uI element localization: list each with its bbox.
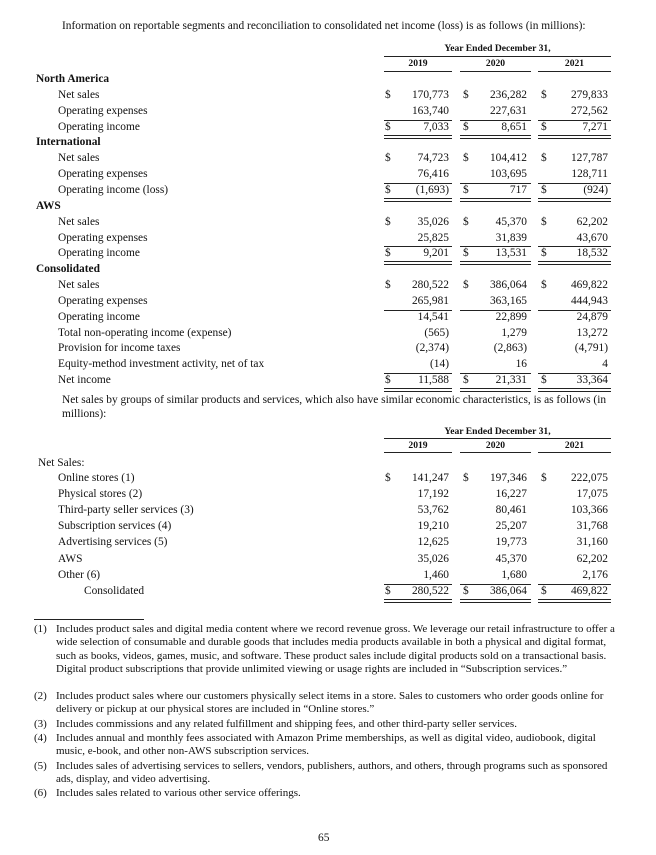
value-cell: 9,201	[423, 247, 449, 260]
total-rule-bottom	[538, 135, 611, 139]
footnote-text: Includes sales of advertising services to sellers, vendors, publishers, authors, and others, through programs such as sponsored ads, display, and video advertising.	[56, 760, 608, 786]
row-label: Operating expenses	[58, 168, 148, 181]
value-cell: 280,522	[411, 584, 449, 597]
total-rule-bottom	[384, 135, 452, 139]
total-rule-bottom	[460, 599, 531, 603]
value-cell: 103,695	[489, 168, 527, 181]
total-rule-bottom	[460, 135, 531, 139]
row-label: Net sales	[58, 215, 100, 228]
currency-symbol: $	[463, 279, 469, 292]
footnote-number: (6)	[34, 787, 47, 799]
total-rule-bottom	[538, 388, 611, 392]
currency-symbol: $	[385, 584, 391, 597]
footnote	[34, 787, 624, 800]
row-label: Physical stores (2)	[58, 488, 143, 501]
footnote-number: (1)	[34, 623, 47, 635]
value-cell: 469,822	[570, 584, 608, 597]
total-rule-bottom	[460, 261, 531, 265]
table-header: Year Ended December 31,	[444, 43, 551, 54]
year-2019: 2019	[408, 58, 428, 69]
value-cell: 19,210	[417, 520, 449, 533]
value-cell: 7,271	[582, 120, 608, 133]
row-label: Net sales	[58, 279, 100, 292]
value-cell: (14)	[430, 358, 449, 371]
value-cell: 103,366	[570, 504, 608, 517]
value-cell: 18,532	[576, 247, 608, 260]
total-rule-bottom	[460, 198, 531, 202]
row-label: Total non-operating income (expense)	[58, 326, 232, 339]
value-cell: 31,839	[495, 231, 527, 244]
row-label: Operating income	[58, 120, 140, 133]
row-label: Net sales	[58, 152, 100, 165]
value-cell: 74,723	[417, 152, 449, 165]
footnote-divider	[34, 619, 144, 620]
currency-symbol: $	[541, 584, 547, 597]
year-rule	[384, 71, 452, 72]
row-label: Operating income	[58, 247, 140, 260]
value-cell: 33,364	[576, 374, 608, 387]
value-cell: 227,631	[489, 104, 527, 117]
row-label: Net sales	[58, 88, 100, 101]
value-cell: 25,825	[417, 231, 449, 244]
value-cell: 13,272	[576, 326, 608, 339]
total-rule-bottom	[384, 388, 452, 392]
currency-symbol: $	[463, 152, 469, 165]
section-title: International	[36, 136, 101, 149]
currency-symbol: $	[541, 183, 547, 196]
row-label: Operating expenses	[58, 104, 148, 117]
row-label: Net income	[58, 374, 111, 387]
total-rule-top	[460, 373, 531, 374]
value-cell: 76,416	[417, 168, 449, 181]
total-rule-top	[384, 373, 452, 374]
value-cell: 35,026	[417, 215, 449, 228]
currency-symbol: $	[463, 584, 469, 597]
year-2020: 2020	[485, 58, 506, 69]
currency-symbol: $	[463, 247, 469, 260]
row-label: Operating income	[58, 310, 140, 323]
footnote-text: Includes sales related to various other service offerings.	[56, 787, 301, 799]
total-rule-top	[538, 246, 611, 247]
footnote	[34, 760, 624, 787]
table-header-rule	[384, 56, 611, 57]
value-cell: 62,202	[576, 215, 608, 228]
value-cell: 170,773	[411, 88, 449, 101]
subtotal-rule	[384, 310, 452, 311]
value-cell: 24,879	[576, 310, 608, 323]
currency-symbol: $	[385, 88, 391, 101]
value-cell: 128,711	[571, 168, 608, 181]
total-rule-top	[538, 120, 611, 121]
row-label: Other (6)	[58, 568, 101, 581]
value-cell: 4	[602, 358, 608, 371]
total-rule-top	[538, 584, 611, 585]
total-rule-top	[460, 183, 531, 184]
value-cell: 16,227	[495, 488, 527, 501]
value-cell: (1,693)	[415, 183, 449, 196]
value-cell: 17,075	[576, 488, 608, 501]
year-2021: 2021	[564, 58, 585, 69]
value-cell: 280,522	[411, 279, 449, 292]
value-cell: (2,374)	[415, 342, 449, 355]
value-cell: 80,461	[495, 504, 527, 517]
value-cell: 53,762	[417, 504, 449, 517]
total-rule-top	[384, 246, 452, 247]
total-rule-top	[384, 183, 452, 184]
value-cell: 2,176	[582, 568, 608, 581]
value-cell: 386,064	[489, 584, 527, 597]
value-cell: 222,075	[570, 472, 608, 484]
page-number: 65	[318, 832, 330, 844]
row-label: Advertising services (5)	[58, 536, 168, 549]
value-cell: 45,370	[495, 215, 527, 228]
total-rule-top	[538, 373, 611, 374]
currency-symbol: $	[541, 472, 547, 484]
value-cell: 16	[515, 358, 527, 371]
currency-symbol: $	[385, 215, 391, 228]
section-title: North America	[36, 73, 110, 85]
footnote-text: Includes annual and monthly fees associated with Amazon Prime memberships, as well as digital video, audiobook, digital music, e-book, and other non-AWS subscription services.	[56, 732, 596, 758]
value-cell: 31,160	[576, 536, 608, 549]
currency-symbol: $	[385, 279, 391, 292]
value-cell: 127,787	[570, 152, 608, 165]
currency-symbol: $	[385, 472, 391, 484]
year-rule	[460, 71, 531, 72]
value-cell: 386,064	[489, 279, 527, 292]
currency-symbol: $	[385, 183, 391, 196]
value-cell: 17,192	[417, 488, 449, 501]
total-rule-bottom	[460, 388, 531, 392]
year-rule	[538, 71, 611, 72]
value-cell: 141,247	[411, 472, 449, 484]
total-rule-top	[460, 120, 531, 121]
value-cell: (565)	[424, 326, 449, 339]
row-label: Equity-method investment activity, net of tax	[58, 358, 265, 371]
year-rule	[460, 452, 531, 453]
currency-symbol: $	[541, 120, 547, 133]
value-cell: 11,588	[418, 374, 449, 387]
subtotal-rule	[538, 310, 611, 311]
total-rule-top	[538, 183, 611, 184]
currency-symbol: $	[463, 215, 469, 228]
currency-symbol: $	[385, 374, 391, 387]
currency-symbol: $	[463, 88, 469, 101]
row-label: Operating expenses	[58, 231, 148, 244]
value-cell: 12,625	[417, 536, 449, 549]
row-label: Operating income (loss)	[58, 183, 169, 196]
value-cell: 43,670	[576, 231, 608, 244]
value-cell: 1,279	[501, 326, 527, 339]
value-cell: (924)	[583, 183, 608, 196]
value-cell: 444,943	[570, 294, 608, 307]
mid-text	[62, 393, 622, 421]
total-rule-bottom	[384, 261, 452, 265]
total-rule-top	[384, 120, 452, 121]
value-cell: 265,981	[411, 294, 449, 307]
value-cell: (2,863)	[493, 342, 527, 355]
currency-symbol: $	[541, 215, 547, 228]
value-cell: 363,165	[489, 294, 527, 307]
currency-symbol: $	[463, 120, 469, 133]
currency-symbol: $	[463, 374, 469, 387]
currency-symbol: $	[541, 374, 547, 387]
subtotal-rule	[460, 310, 531, 311]
year-2021: 2021	[564, 440, 585, 451]
intro-text: Information on reportable segments and reconciliation to consolidated net income (loss) is as follows (in millions):	[62, 20, 586, 32]
currency-symbol: $	[463, 183, 469, 196]
value-cell: 22,899	[495, 310, 527, 323]
footnote-number: (2)	[34, 690, 47, 702]
value-cell: 31,768	[576, 520, 608, 533]
section-title: Consolidated	[36, 263, 100, 276]
value-cell: 469,822	[570, 279, 608, 292]
total-rule-bottom	[538, 599, 611, 603]
year-2019: 2019	[408, 440, 428, 451]
total-rule-bottom	[384, 198, 452, 202]
row-label: Consolidated	[84, 584, 145, 597]
total-rule-bottom	[538, 198, 611, 202]
total-rule-bottom	[384, 599, 452, 603]
currency-symbol: $	[385, 120, 391, 133]
value-cell: 1,460	[423, 568, 449, 581]
mid-text-content: Net sales by groups of similar products and services, which also have similar economic characteristics, is as follows (in millions):	[62, 394, 607, 420]
footnote-text: Includes commissions and any related fulfillment and shipping fees, and other third-party seller services.	[56, 718, 517, 730]
value-cell: 163,740	[411, 104, 449, 117]
value-cell: 19,773	[495, 536, 527, 549]
row-label: Online stores (1)	[58, 472, 135, 484]
footnote	[34, 623, 624, 677]
footnote	[34, 718, 624, 731]
table-header: Year Ended December 31,	[444, 426, 551, 437]
value-cell: 279,833	[570, 88, 608, 101]
year-2020: 2020	[485, 440, 506, 451]
footnote-number: (3)	[34, 718, 47, 730]
currency-symbol: $	[541, 247, 547, 260]
table-header-rule	[384, 438, 611, 439]
value-cell: 21,331	[495, 374, 527, 387]
section-title: AWS	[36, 199, 61, 212]
footnote	[34, 732, 624, 759]
footnote	[34, 690, 624, 717]
value-cell: 236,282	[489, 88, 527, 101]
footnote-number: (4)	[34, 732, 47, 744]
value-cell: 45,370	[495, 552, 527, 565]
value-cell: 1,680	[501, 568, 527, 581]
value-cell: (4,791)	[574, 342, 608, 355]
value-cell: 717	[509, 183, 527, 196]
value-cell: 62,202	[576, 552, 608, 565]
footnote-text: Includes product sales where our customers physically select items in a store. Sales to customers who order goods online for delivery or pickup at our physical stores are included in “Online stores.”	[56, 690, 604, 716]
group-label: Net Sales:	[38, 457, 85, 469]
value-cell: 14,541	[417, 310, 449, 323]
value-cell: 35,026	[417, 552, 449, 565]
currency-symbol: $	[385, 247, 391, 260]
row-label: Operating expenses	[58, 294, 148, 307]
row-label: AWS	[58, 552, 83, 565]
total-rule-bottom	[538, 261, 611, 265]
row-label: Subscription services (4)	[58, 520, 172, 533]
value-cell: 7,033	[423, 120, 449, 133]
total-rule-top	[460, 584, 531, 585]
footnote-number: (5)	[34, 760, 47, 772]
year-rule	[384, 452, 452, 453]
currency-symbol: $	[385, 152, 391, 165]
currency-symbol: $	[463, 472, 469, 484]
currency-symbol: $	[541, 88, 547, 101]
currency-symbol: $	[541, 279, 547, 292]
year-rule	[538, 452, 611, 453]
row-label: Provision for income taxes	[58, 342, 181, 355]
value-cell: 104,412	[489, 152, 527, 165]
value-cell: 25,207	[495, 520, 527, 533]
value-cell: 197,346	[489, 472, 527, 484]
row-label: Third-party seller services (3)	[58, 504, 194, 517]
value-cell: 272,562	[570, 104, 608, 117]
currency-symbol: $	[541, 152, 547, 165]
value-cell: 8,651	[501, 120, 527, 133]
total-rule-top	[384, 584, 452, 585]
value-cell: 13,531	[495, 247, 527, 260]
footnote-text: Includes product sales and digital media content where we record revenue gross. We leverage our retail infrastructure to offer a wide selection of consumable and durable goods that includes media products available in both a physical and digital format, such as books, videos, games, music, and software. These product sales include digital products sold on a transactional basis. Digital product subscriptions that provide unlimited viewing or usage rights are included in “Subscription services.”	[56, 623, 615, 676]
total-rule-top	[460, 246, 531, 247]
